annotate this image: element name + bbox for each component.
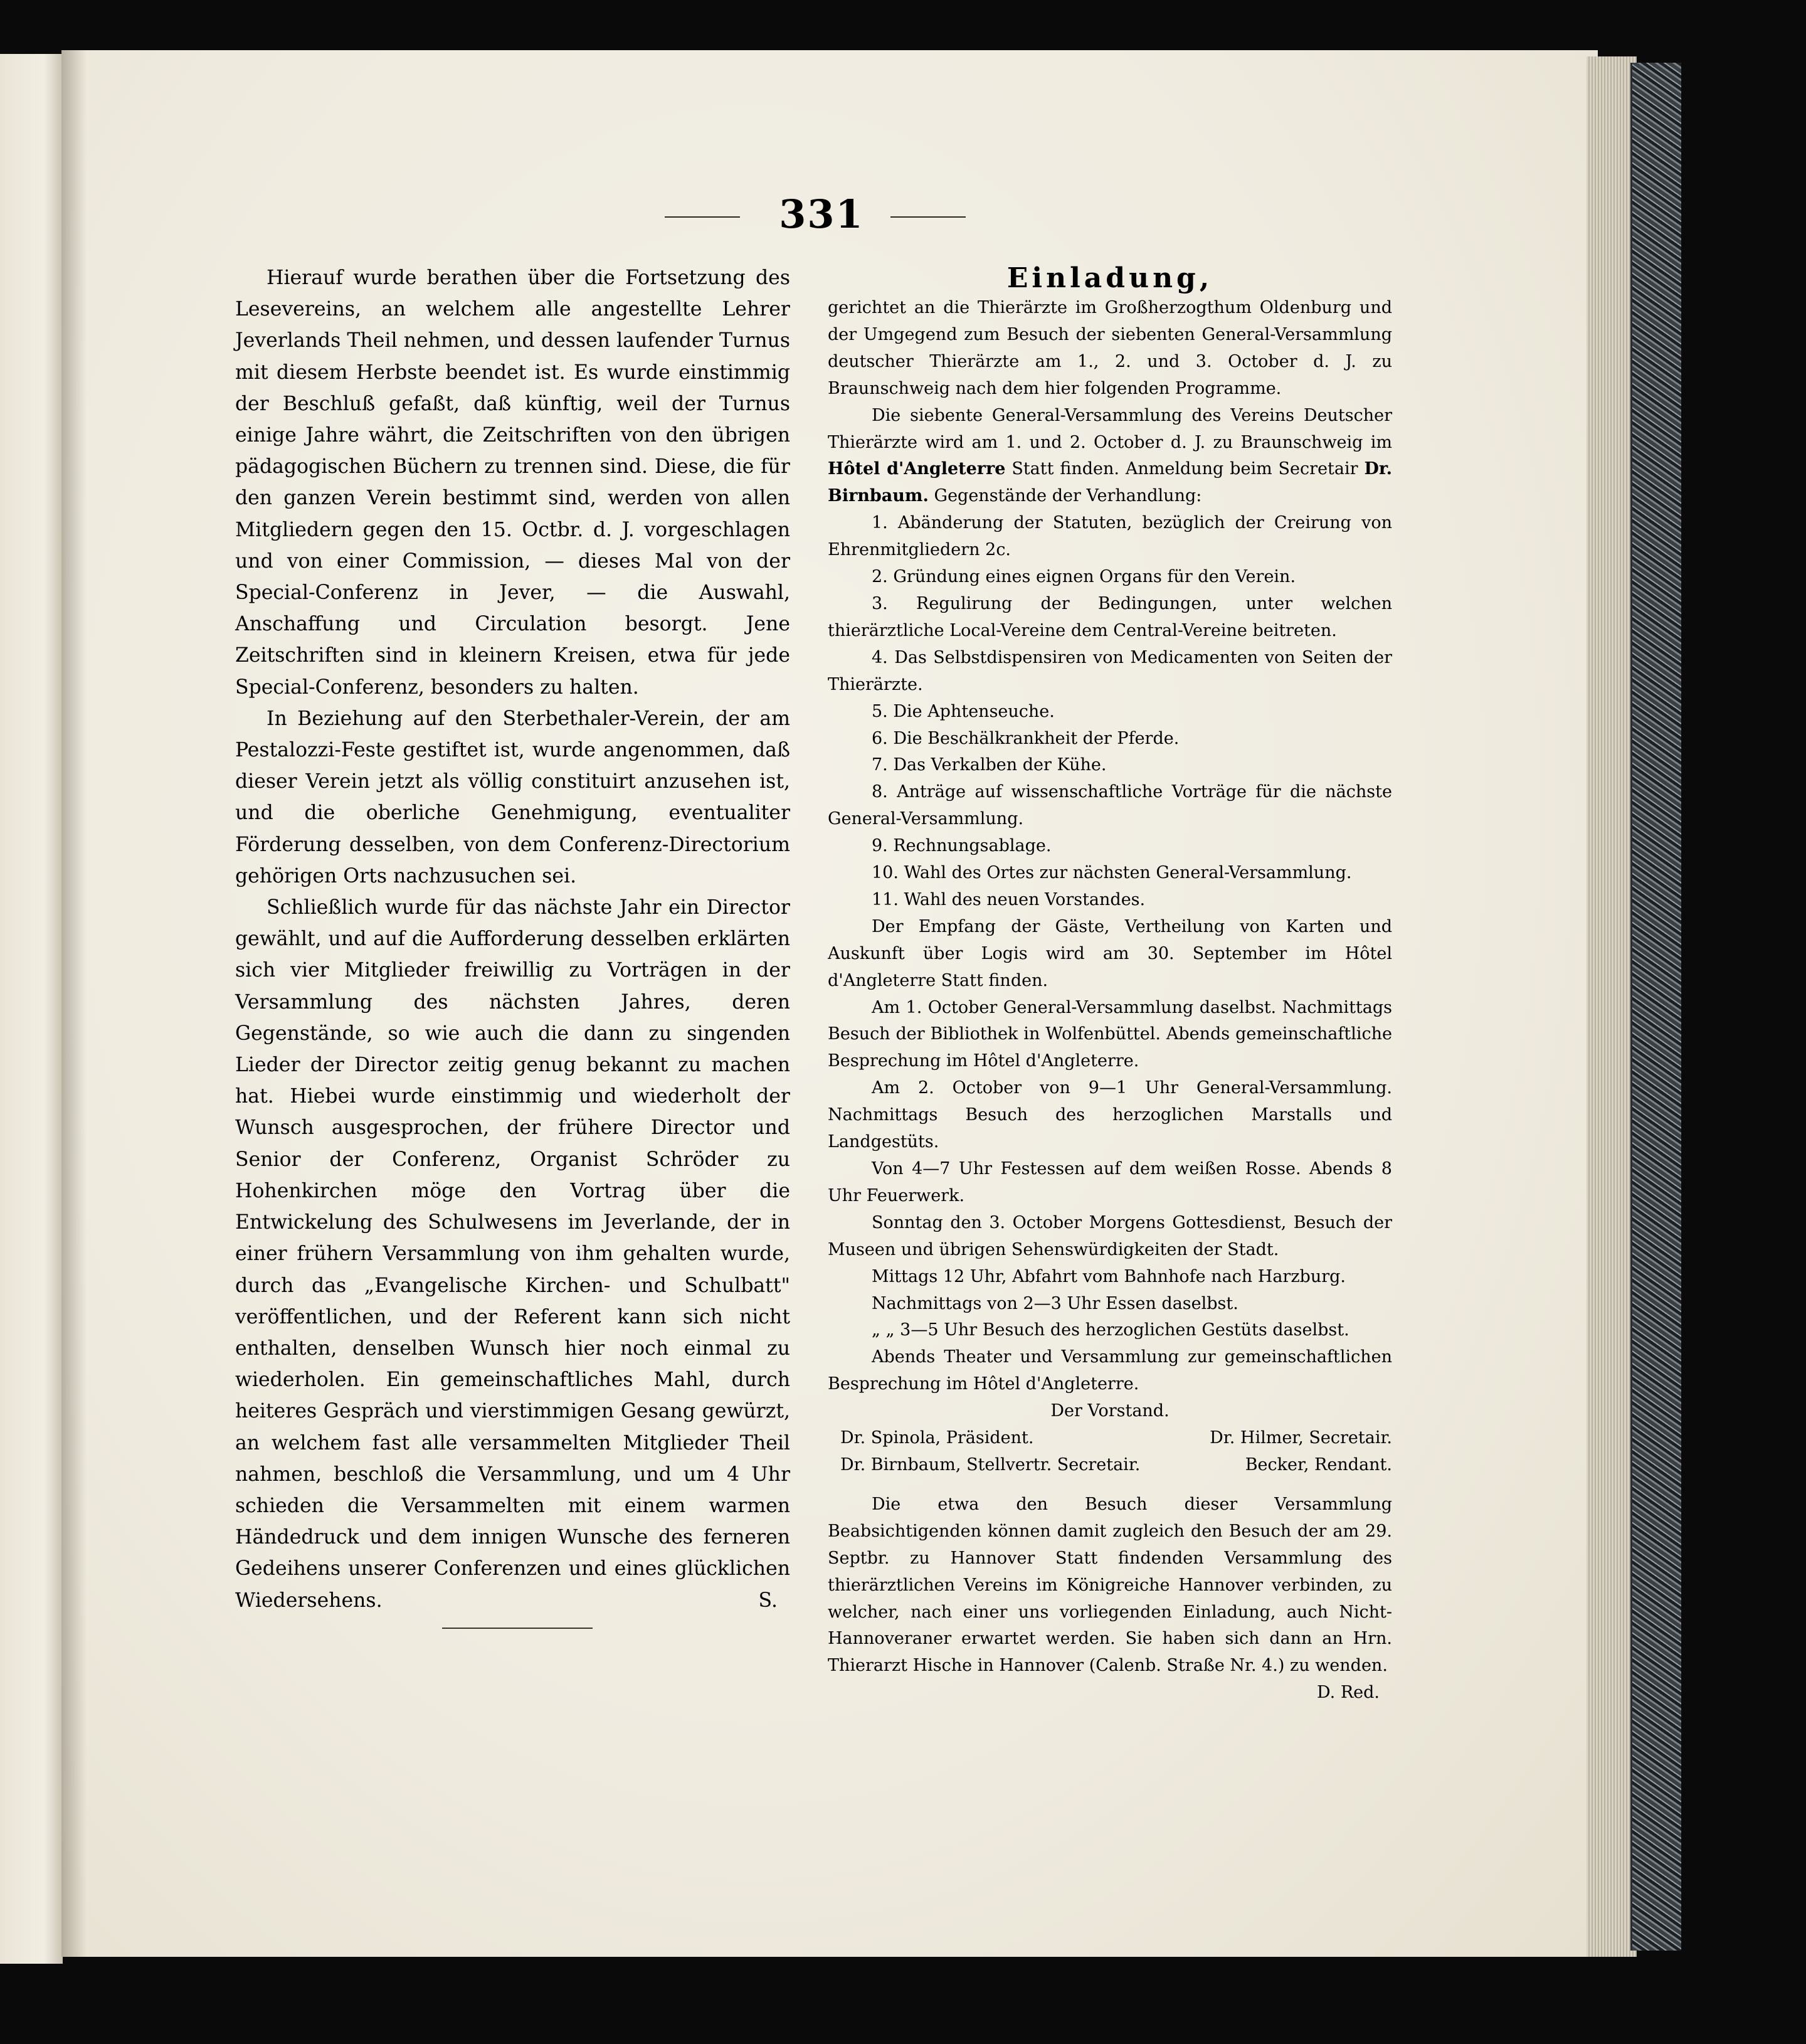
agenda-item: 1. Abänderung der Statuten, bezüglich der Creirung von Ehrenmitgliedern 2c.	[828, 513, 1392, 560]
agenda-item: 4. Das Selbstdispensiren von Medicamenten von Seiten der Thierärzte.	[828, 647, 1392, 694]
page-header	[652, 191, 978, 241]
signatory-row	[828, 1425, 1392, 1452]
schedule-entry: Mittags 12 Uhr, Abfahrt vom Bahnhofe nach Harzburg.	[872, 1266, 1346, 1286]
board-label: Der Vorstand.	[1050, 1401, 1170, 1421]
header-rule-left	[665, 216, 740, 218]
signatory-row	[828, 1452, 1392, 1479]
schedule-entry: Abends Theater und Versammlung zur gemeinschaftlichen Besprechung im Hôtel d'Angleterre.	[828, 1347, 1392, 1394]
editor-signature: D. Red.	[1316, 1683, 1380, 1703]
agenda-item: 10. Wahl des Ortes zur nächsten General-Versammlung.	[872, 863, 1352, 883]
announcement-text: Gegenstände der Verhandlung:	[934, 486, 1202, 506]
schedule-entry: Von 4—7 Uhr Festessen auf dem weißen Rosse. Abends 8 Uhr Feuerwerk.	[828, 1159, 1392, 1205]
signatory: Dr. Birnbaum, Stellvertr. Secretair.	[840, 1454, 1141, 1475]
agenda-item: 9. Rechnungsablage.	[872, 836, 1052, 856]
announcement-text: Die siebente General-Versammlung des Vereins Deutscher Thierärzte wird am 1. und 2. October d. J. zu Braunschweig im	[828, 405, 1392, 452]
signatory: Dr. Hilmer, Secretair.	[1210, 1428, 1392, 1448]
agenda-item: 3. Regulirung der Bedingungen, unter welchen thierärztliche Local-Vereine dem Central-Vereine beitreten.	[828, 593, 1392, 640]
agenda-item: 2. Gründung eines eignen Organs für den Verein.	[872, 567, 1296, 587]
agenda-item: 6. Die Beschälkrankheit der Pferde.	[872, 728, 1180, 748]
marbled-cover-edge	[1630, 63, 1681, 1951]
editor-note: Die etwa den Besuch dieser Versammlung Beabsichtigenden können damit zugleich den Besuch der am 29. Septbr. zu Hannover Statt findenden Versammlung des thierärztlichen Vereins im Königreiche Hannover verbinden, zu welcher, nach einer uns vorliegenden Einladung, auch Nicht-Hannoveraner erwartet werden. Sie haben sich dann an Hrn. Thierarzt Hische in Hannover (Calenb. Straße Nr. 4.) zu wenden.	[828, 1494, 1392, 1676]
right-column	[828, 262, 1392, 1707]
schedule-entry: Nachmittags von 2—3 Uhr Essen daselbst.	[872, 1293, 1238, 1313]
author-signature: S.	[758, 1589, 778, 1612]
invitation-heading: Einladung,	[1006, 262, 1213, 294]
closing-rule	[442, 1628, 593, 1629]
page-edges	[1587, 56, 1637, 1957]
schedule-entry: „ „ 3—5 Uhr Besuch des herzoglichen Gestüts daselbst.	[872, 1320, 1349, 1340]
agenda-item: 8. Anträge auf wissenschaftliche Vorträge für die nächste General-Versammlung.	[828, 782, 1392, 829]
signatory: Becker, Rendant.	[1245, 1454, 1392, 1475]
schedule-entry: Sonntag den 3. October Morgens Gottesdienst, Besuch der Museen und übrigen Sehenswürdigkeiten der Stadt.	[828, 1212, 1392, 1259]
facing-page-edge	[0, 54, 63, 1964]
paragraph: In Beziehung auf den Sterbethaler-Verein, der am Pestalozzi-Feste gestiftet ist, wurde angenommen, daß dieser Verein jetzt als völlig constituirt anzusehen ist, und die oberliche Genehmigung, eventualiter Förderung desselben, von dem Conferenz-Directorium gehörigen Orts nachzusuchen sei.	[235, 707, 790, 887]
agenda-item: 11. Wahl des neuen Vorstandes.	[872, 889, 1146, 909]
page-number: 331	[779, 191, 864, 237]
invitation-intro: gerichtet an die Thierärzte im Großherzogthum Oldenburg und der Umgegend zum Besuch der siebenten General-Versammlung deutscher Thierärzte am 1., 2. und 3. October d. J. zu Braunschweig nach dem hier folgenden Programme.	[828, 298, 1392, 398]
schedule-entry: Der Empfang der Gäste, Vertheilung von Karten und Auskunft über Logis wird am 30. September im Hôtel d'Angleterre Statt finden.	[828, 916, 1392, 990]
paragraph: Schließlich wurde für das nächste Jahr ein Director gewählt, und auf die Aufforderung desselben erklärten sich vier Mitglieder freiwillig zu Vorträgen in der Versammlung des nächsten Jahres, deren Gegenstände, so wie auch die dann zu singenden Lieder der Director zeitig genug bekannt zu machen hat. Hiebei wurde einstimmig und wiederholt der Wunsch ausgesprochen, der frühere Director und Senior der Conferenz, Organist Schröder zu Hohenkirchen möge den Vortrag über die Entwickelung des Schulwesens im Jeverlande, der in einer frühern Versammlung von ihm gehalten wurde, durch das „Evangelische Kirchen- und Schulbatt" veröffentlichen, und der Referent kann sich nicht enthalten, denselben Wunsch hier noch einmal zu wiederholen. Ein gemeinschaftliches Mahl, durch heiteres Gespräch und vierstimmigen Gesang gewürzt, an welchem fast alle versammelten Mitglieder Theil nahmen, beschloß die Versammlung, und um 4 Uhr schieden die Versammelten mit einem warmen Händedruck und dem innigen Wunsche des ferneren Gedeihens unserer Conferenzen und eines glücklichen Wiedersehens.	[235, 896, 790, 1612]
agenda-item: 5. Die Aphtenseuche.	[872, 701, 1055, 721]
schedule-entry: Am 2. October von 9—1 Uhr General-Versammlung. Nachmittags Besuch des herzoglichen Marstalls und Landgestüts.	[828, 1078, 1392, 1152]
schedule-entry: Am 1. October General-Versammlung daselbst. Nachmittags Besuch der Bibliothek in Wolfenbüttel. Abends gemeinschaftliche Besprechung im Hôtel d'Angleterre.	[828, 997, 1392, 1071]
agenda-item: 7. Das Verkalben der Kühe.	[872, 755, 1107, 775]
left-column	[235, 262, 790, 1616]
page-gutter-shadow	[61, 50, 87, 1957]
announcement	[828, 403, 1392, 511]
header-rule-right	[890, 216, 966, 218]
announcement-text: Statt finden. Anmeldung beim Secretair	[1011, 459, 1358, 479]
hotel-name: Hôtel d'Angleterre	[828, 459, 1006, 479]
signatory: Dr. Spinola, Präsident.	[840, 1428, 1034, 1448]
paragraph: Hierauf wurde berathen über die Fortsetzung des Lesevereins, an welchem alle angestellte Lehrer Jeverlands Theil nehmen, und dessen laufender Turnus mit diesem Herbste beendet ist. Es wurde einstimmig der Beschluß gefaßt, daß künftig, weil der Turnus einige Jahre währt, die Zeitschriften von den übrigen pädagogischen Büchern zu trennen sind. Diese, die für den ganzen Verein bestimmt sind, werden von allen Mitgliedern gegen den 15. Octbr. d. J. vorgeschlagen und von einer Commission, — dieses Mal von der Special-Conferenz in Jever, — die Auswahl, Anschaffung und Circulation besorgt. Jene Zeitschriften sind in kleinern Kreisen, etwa für jede Special-Conferenz, besonders zu halten.	[235, 267, 790, 699]
secretary-name: Dr. Birnbaum.	[828, 459, 1392, 506]
